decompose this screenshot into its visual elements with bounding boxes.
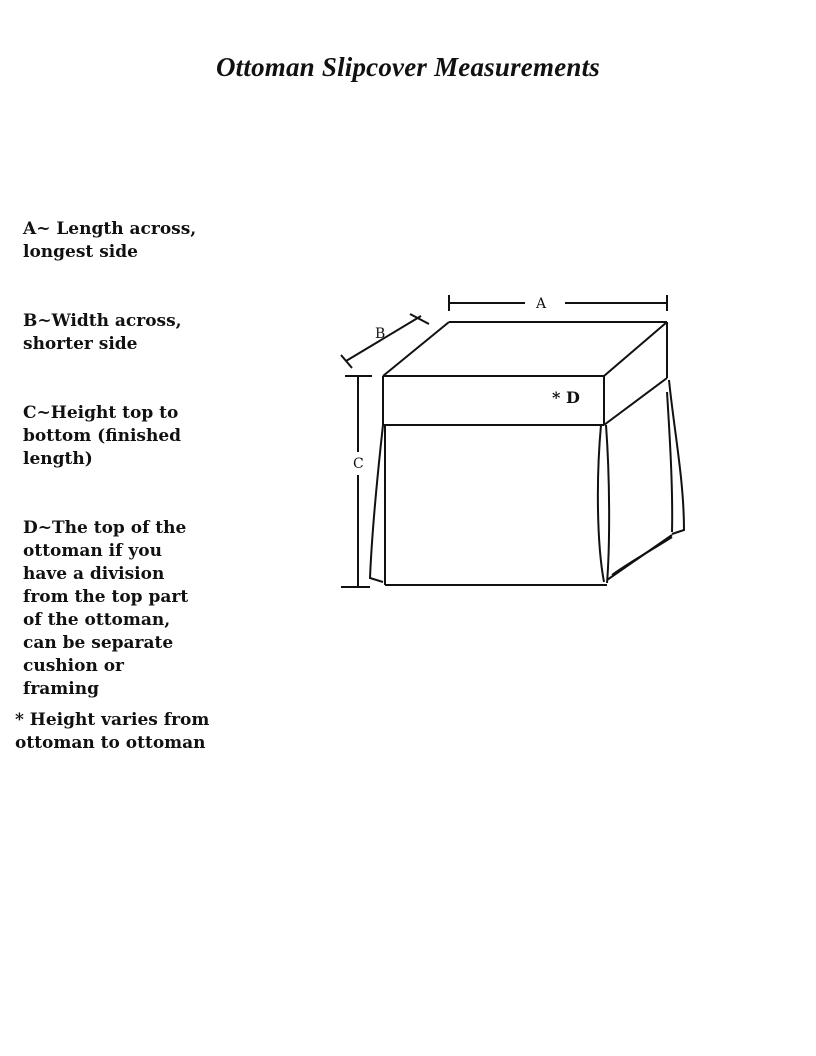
dimension-a bbox=[449, 295, 667, 311]
ottoman-top-face bbox=[383, 322, 667, 376]
ottoman-top-band bbox=[383, 322, 667, 425]
label-a: A bbox=[536, 296, 547, 312]
legend-item-d: D~The top of the ottoman if you have a division from the top part of the ottoman, can be separate cushion or framing bbox=[23, 518, 189, 699]
ottoman-skirt bbox=[370, 380, 684, 585]
legend-item-b: B~Width across, shorter side bbox=[23, 311, 182, 354]
label-c: C bbox=[353, 456, 364, 472]
legend-item-c: C~Height top to bottom (finished length) bbox=[23, 403, 182, 469]
legend-item-a: A~ Length across, longest side bbox=[23, 219, 197, 262]
label-b: B bbox=[375, 326, 386, 342]
dimension-c bbox=[341, 376, 372, 587]
page-title: Ottoman Slipcover Measurements bbox=[215, 52, 600, 82]
label-d: * D bbox=[552, 388, 580, 407]
height-note: * Height varies from ottoman to ottoman bbox=[15, 710, 210, 753]
